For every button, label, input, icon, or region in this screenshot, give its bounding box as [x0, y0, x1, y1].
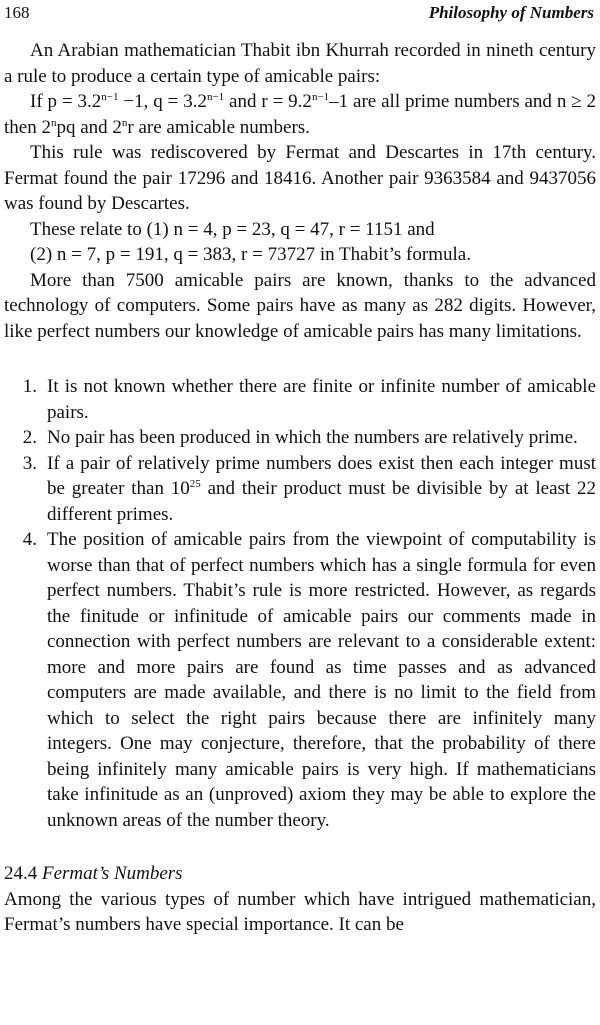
rule-text-f: r are amicable numbers.	[127, 116, 310, 138]
paragraph-known-pairs: More than 7500 amicable pairs are known, thanks to the advanced technology of computers. Some pairs have as many as 282 digits. However, like perfect numbers our knowledge of amicable pairs has many limitations.	[4, 269, 596, 342]
paragraph-relation-2: (2) n = 7, p = 191, q = 383, r = 73727 in Thabit’s formula.	[30, 244, 471, 265]
list-item-text: No pair has been produced in which the numbers are relatively prime.	[47, 427, 578, 448]
exponent: n−1	[101, 91, 119, 103]
rule-text-c: and r = 9.2	[224, 91, 312, 112]
limitations-list	[4, 374, 596, 833]
list-item-text: It is not known whether there are finite or infinite number of amicable pairs.	[47, 376, 596, 423]
list-item-text-b: and their product must be divisible by at least 22 different primes.	[47, 478, 596, 525]
rule-text-b: −1, q = 3.2	[118, 91, 207, 112]
list-item	[4, 374, 596, 425]
spacer	[4, 344, 596, 374]
section-number: 24.4	[4, 863, 38, 884]
exponent: n−1	[206, 91, 225, 103]
exponent: 25	[189, 478, 201, 490]
list-item	[4, 527, 596, 833]
list-item-number: 2.	[22, 427, 37, 448]
section-title: Fermat’s Numbers	[42, 863, 183, 884]
section-fermats-numbers	[4, 861, 596, 938]
running-title: Philosophy of Numbers	[428, 3, 594, 22]
rule-text-d: –1 are all prime numbers and n ≥ 2 then 2	[4, 91, 597, 138]
section-paragraph: Among the various types of number which have intrigued mathematician, Fermat’s numbers have special importance. It can be	[4, 888, 596, 935]
list-item-text: The position of amicable pairs from the viewpoint of computability is worse than that of perfect numbers which has a single formula for even perfect numbers. Thabit’s rule is more restricted. However, as regards the finitude or infinitude of amicable pairs our comments made in connection with perfect numbers are relevant to a considerable extent: more and more pairs are found as time passes and as advanced computers are made available, and there is no limit to the field from which to select the right pairs because there are infinitely many integers. One may conjecture, therefore, that the probability of there being infinitely many amicable pairs is very high. If mathematicians take infinitude as an (unproved) axiom they may be able to explore the unknown areas of the number theory.	[47, 529, 596, 831]
exponent: n	[121, 116, 128, 129]
exponent: n−1	[311, 91, 330, 103]
paragraph-thabit-rule	[4, 89, 596, 140]
paragraph-thabit-intro: An Arabian mathematician Thabit ibn Khurrah recorded in nineth century a rule to produce a certain type of amicable pairs:	[4, 40, 596, 87]
page-number: 168	[4, 3, 30, 22]
spacer	[4, 833, 596, 861]
list-item-number: 3.	[22, 452, 37, 474]
list-item-text-a: If a pair of relatively prime numbers does exist then each integer must be greater than 10	[47, 452, 596, 499]
section-heading	[4, 861, 596, 887]
rule-text-e: pq and 2	[56, 116, 122, 138]
paragraph-rediscovery: This rule was rediscovered by Fermat and Descartes in 17th century. Fermat found the pair 17296 and 18416. Another pair 9363584 and 9437056 was found by Descartes.	[4, 142, 596, 214]
list-item-number: 4.	[22, 529, 37, 550]
paragraph-relation-1: These relate to (1) n = 4, p = 23, q = 47, r = 1151 and	[30, 218, 435, 240]
exponent: n	[50, 116, 57, 129]
list-item-text	[47, 451, 596, 528]
page-body	[4, 38, 596, 938]
list-item	[4, 425, 596, 451]
list-item	[4, 451, 596, 528]
list-item-number: 1.	[22, 376, 37, 397]
rule-text-a: If p = 3.2	[30, 91, 102, 112]
running-header	[4, 2, 594, 24]
